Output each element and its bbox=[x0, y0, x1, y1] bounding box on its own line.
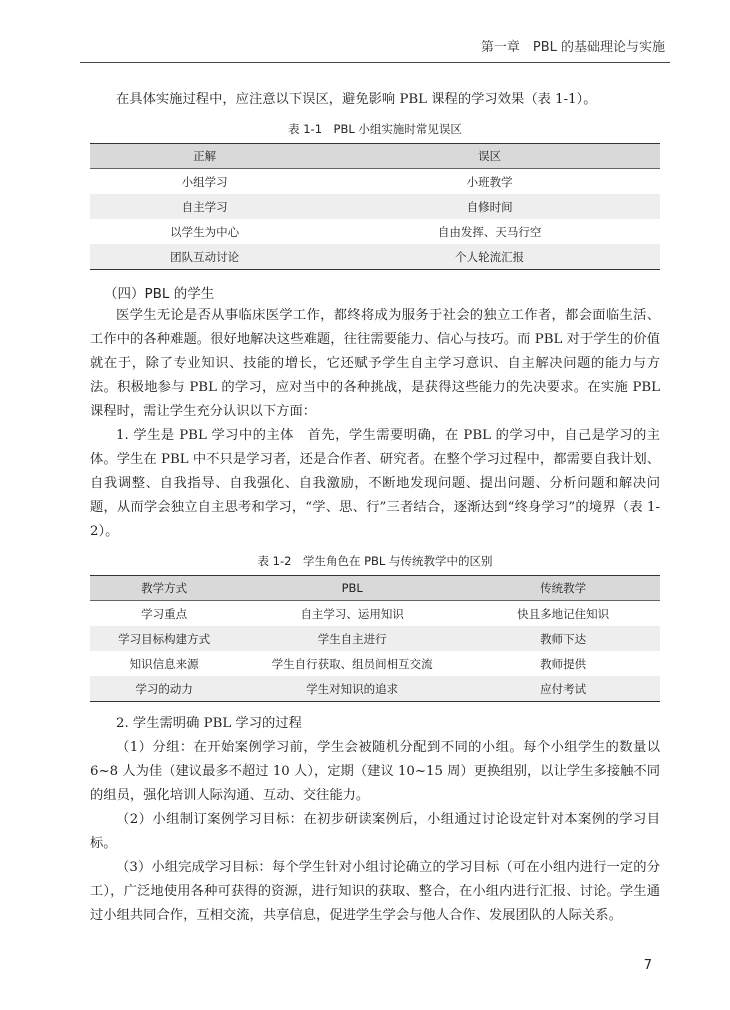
table2-header-row bbox=[90, 576, 660, 601]
table-cell: 小班教学 bbox=[466, 174, 513, 189]
table-cell: 学生对知识的追求 bbox=[238, 676, 466, 702]
table2-header-cell: 传统教学 bbox=[466, 576, 660, 601]
table-cell: 自由发挥、天马行空 bbox=[437, 224, 542, 239]
table-cell: 小组学习 bbox=[181, 174, 228, 189]
table-row bbox=[90, 244, 660, 270]
table1-caption: 表 1-1 PBL 小组实施时常见误区 bbox=[288, 122, 462, 136]
body-paragraph: 医学生无论是否从事临床医学工作，都终将成为服务于社会的独立工作者，都会面临生活、工作中的各种难题。很好地解决这些难题，往往需要能力、信心与技巧。而 PBL 对于学生的价值就在于，除了专业知识、技能的增长，它还赋予学生自主学习意识、自主解决问题的能力与方法。积极地参与 PBL 的学习，应对当中的各种挑战，是获得这些能力的先决要求。在实施 PBL 课程时，需让学生充分认识以下方面： bbox=[90, 308, 660, 419]
table-row bbox=[90, 194, 660, 219]
table-row bbox=[90, 169, 660, 195]
table-cell: 自主学习 bbox=[90, 194, 319, 219]
table-cell: 学生自主进行 bbox=[238, 626, 466, 651]
body-paragraph: 1. 学生是 PBL 学习中的主体 首先，学生需要明确，在 PBL 的学习中，自己是学习的主体。学生在 PBL 中不只是学习者，还是合作者、研究者。在整个学习过程中，都需要自我计划、自我调整、自我指导、自我强化、自我激励，不断地发现问题、提出问题、分析问题和解决问题，从而学会独立自主思考和学习，“学、思、行”三者结合，逐渐达到“终身学习”的境界（表 1-2）。 bbox=[90, 428, 660, 539]
table-row bbox=[90, 601, 660, 627]
process-heading: 2. 学生需明确 PBL 学习的过程 bbox=[116, 716, 302, 731]
table-cell: 快且多地记住知识 bbox=[517, 606, 610, 621]
table-cell: 团队互动讨论 bbox=[90, 244, 319, 270]
intro-paragraph: 在具体实施过程中，应注意以下误区，避免影响 PBL 课程的学习效果（表 1-1）。 bbox=[116, 92, 597, 107]
table2-header-cell: PBL bbox=[238, 576, 466, 601]
table-cell: 教师下达 bbox=[466, 626, 660, 651]
body-paragraph: （3）小组完成学习目标：每个学生针对小组讨论确立的学习目标（可在小组内进行一定的分工），广泛地使用各种可获得的资源，进行知识的获取、整合，在小组内进行汇报、讨论。学生通过小组共同合作，互相交流，共享信息，促进学生学会与他人合作、发展团队的人际关系。 bbox=[90, 860, 660, 923]
table-cell: 以学生为中心 bbox=[170, 224, 240, 239]
table-row bbox=[90, 219, 660, 244]
body-paragraph: （1）分组：在开始案例学习前，学生会被随机分配到不同的小组。每个小组学生的数量以 6~8 人为佳（建议最多不超过 10 人），定期（建议 10~15 周）更换组别，以让学生多接触不同的组员，强化培训人际沟通、互动、交往能力。 bbox=[90, 740, 660, 803]
table1-header-row bbox=[90, 144, 660, 169]
header-rule bbox=[80, 62, 670, 63]
page-content bbox=[90, 88, 660, 928]
table-cell: 学生自行获取、组员间相互交流 bbox=[271, 656, 433, 671]
body-paragraph: （2）小组制订案例学习目标：在初步研读案例后，小组通过讨论设定针对本案例的学习目标。 bbox=[90, 812, 660, 851]
table-row bbox=[90, 651, 660, 676]
table2-header-cell: 教学方式 bbox=[90, 576, 238, 601]
table-cell: 自修时间 bbox=[319, 194, 660, 219]
page-number: 7 bbox=[643, 958, 652, 973]
table1 bbox=[90, 143, 660, 270]
table2-caption: 表 1-2 学生角色在 PBL 与传统教学中的区别 bbox=[257, 554, 493, 568]
table-cell: 学习目标构建方式 bbox=[90, 626, 238, 651]
table-row bbox=[90, 676, 660, 702]
table-cell: 知识信息来源 bbox=[129, 656, 199, 671]
table-cell: 学习的动力 bbox=[90, 676, 238, 702]
table-row bbox=[90, 626, 660, 651]
table-cell: 个人轮流汇报 bbox=[319, 244, 660, 270]
table1-header-cell: 正解 bbox=[90, 144, 319, 169]
section-heading: （四）PBL 的学生 bbox=[104, 286, 215, 302]
table1-header-cell: 误区 bbox=[319, 144, 660, 169]
table2 bbox=[90, 575, 660, 702]
running-header: 第一章 PBL 的基础理论与实施 bbox=[480, 40, 665, 55]
table-cell: 学习重点 bbox=[141, 606, 188, 621]
table-cell: 应付考试 bbox=[466, 676, 660, 702]
table-cell: 自主学习、运用知识 bbox=[300, 606, 404, 621]
table-cell: 教师提供 bbox=[540, 656, 587, 671]
